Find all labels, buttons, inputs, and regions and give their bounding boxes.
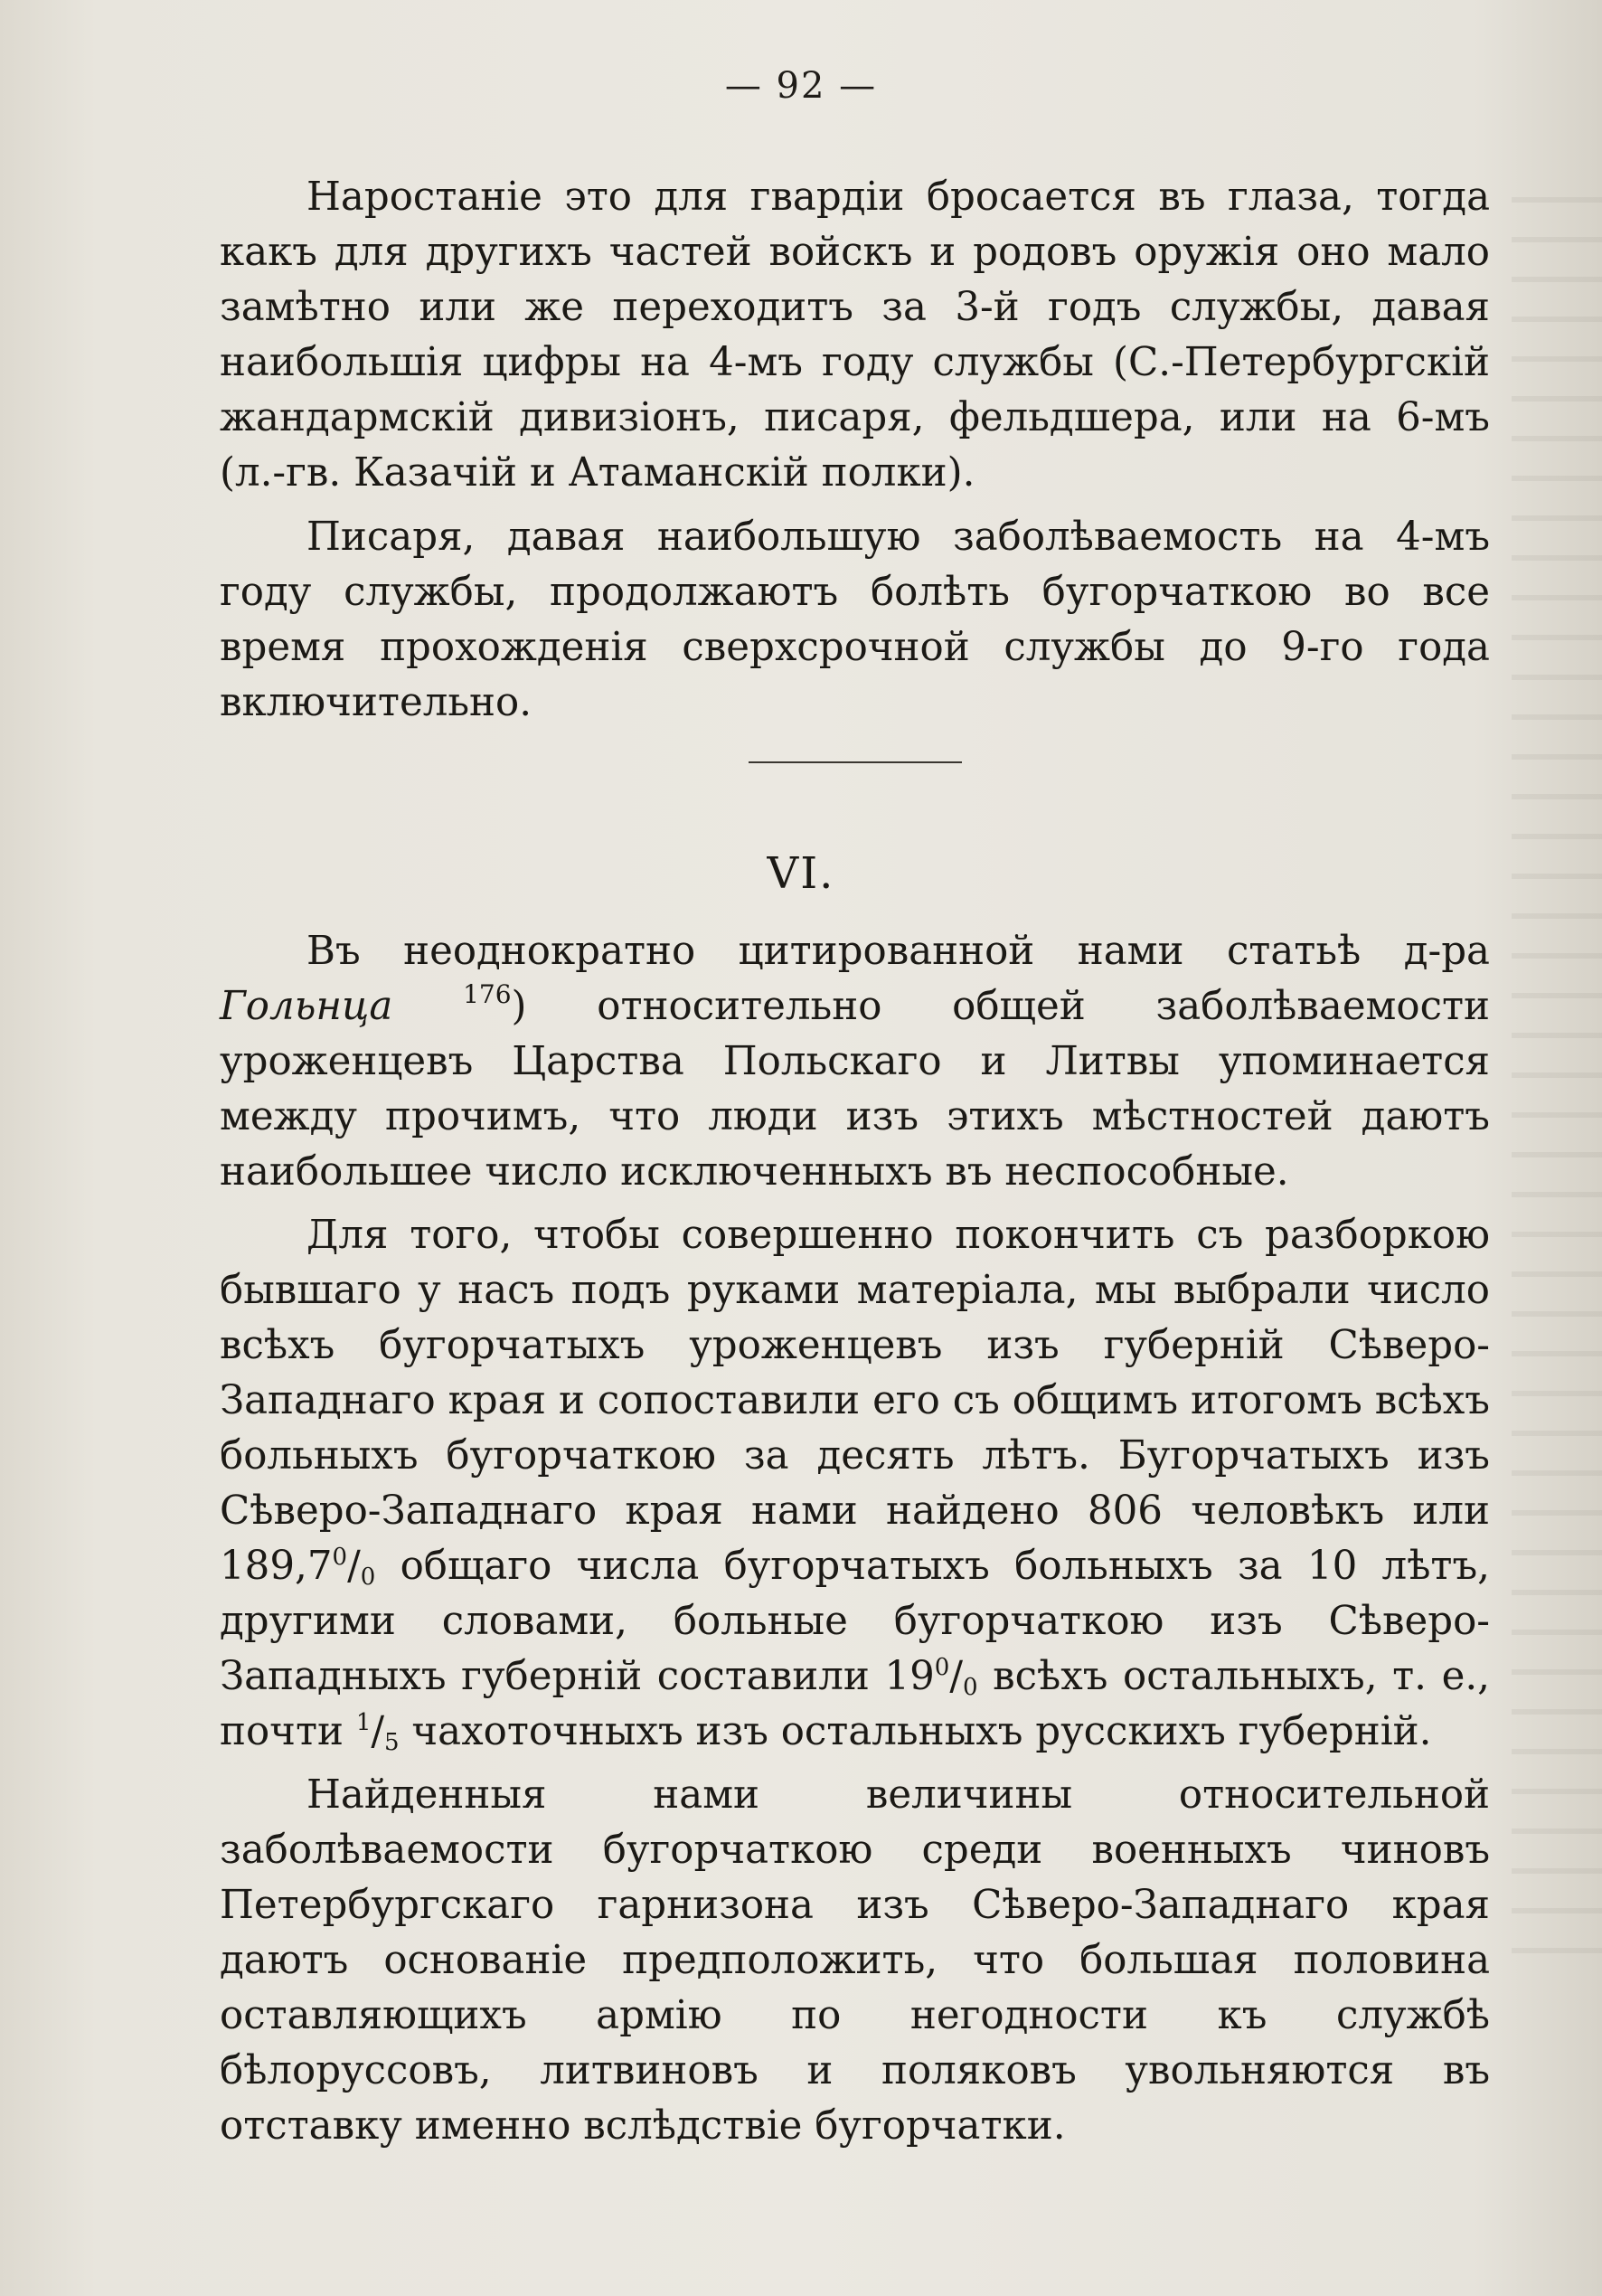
percent-sign-bottom: 0 — [360, 1564, 376, 1591]
fraction-numerator: 1 — [355, 1709, 372, 1736]
footnote-reference: 176 — [463, 979, 512, 1009]
para1-after: ) относительно общей заболѣваемости уроженцевъ Царства Польскаго и Литвы упоминается между прочимъ, что люди изъ этихъ мѣстностей даютъ наибольшее число исключенныхъ въ неспособные. — [220, 984, 1491, 1195]
section-heading: VI. — [767, 848, 835, 899]
para1-before: Въ неоднократно цитированной нами статьѣ д-ра — [306, 929, 1490, 974]
page-number: — 92 — — [724, 65, 878, 107]
section-divider — [749, 761, 962, 763]
bleed-through-shadow — [1512, 163, 1602, 1971]
para2-part1: Для того, чтобы совершенно покончить съ разборкою бывшаго у насъ подъ руками матеріала, мы выбрали число всѣхъ бугорчатыхъ уроженцевъ изъ губерній Сѣверо-Западнаго края и сопоставили его съ общимъ итогомъ всѣхъ больныхъ бугорчаткою за десять лѣтъ. Бугорчатыхъ изъ Сѣверо-Западнаго края нами найдено 806 человѣкъ или 189,7 — [220, 1213, 1490, 1589]
top-text-block — [220, 170, 1490, 731]
percent-sign-bottom: 0 — [962, 1674, 978, 1701]
paragraph-conclusion: Найденныя нами величины относительной заболѣваемости бугорчаткою среди военныхъ чиновъ Петербургскаго гарнизона изъ Сѣверо-Западнаго края даютъ основаніе предположить, что большая половина оставляющихъ армію по негодности къ службѣ бѣлоруссовъ, литвиновъ и поляковъ увольняются въ отставку именно вслѣдствіе бугорчатки. — [220, 1772, 1490, 2149]
percent-sign-top: 0 — [934, 1654, 950, 1681]
paragraph-golnts-article — [220, 924, 1490, 1200]
fraction-denominator: 5 — [384, 1729, 400, 1756]
percent-sign-top: 0 — [332, 1544, 348, 1571]
para2-part3: всѣхъ остальныхъ, т. е., почти — [220, 1654, 1490, 1754]
fraction-one-fifth: $^1/_5$ — [355, 1709, 400, 1756]
paragraph-northwest-statistics: Для того, чтобы совершенно покончить съ разборкою бывшаго у насъ подъ руками матеріала, мы выбрали число всѣхъ бугорчатыхъ уроженцевъ изъ губерній Сѣверо-Западнаго края и сопоставили его съ общимъ итогомъ всѣхъ больныхъ бугорчаткою за десять лѣтъ. Бугорчатыхъ изъ Сѣверо-Западнаго края нами найдено 806 человѣкъ или $189,7^0/_0$ общаго числа бугорчатыхъ больныхъ за 10 лѣтъ, другими словами, больные бугорчаткою изъ Сѣверо-Западныхъ губерній составили $19^0/_0$ всѣхъ остальныхъ, т. е., почти $^1/_5$ чахоточныхъ изъ остальныхъ русскихъ губерній. — [220, 1213, 1490, 1756]
paragraph-growth-guard: Наростаніе это для гвардіи бросается въ глаза, тогда какъ для другихъ частей войскъ и родовъ оружія оно мало замѣтно или же переходитъ за 3-й годъ службы, давая наибольшія цифры на 4-мъ году службы (С.-Петербургскій жандармскій дивизіонъ, писаря, фельдшера, или на 6-мъ (л.-гв. Казачій и Атаманскій полки). — [220, 175, 1490, 496]
author-name: Гольнца — [220, 984, 393, 1029]
section-vi-text-block — [220, 924, 1490, 2154]
para2-part2: общаго числа бугорчатыхъ больныхъ за 10 лѣтъ, другими словами, больные бугорчаткою изъ Сѣверо-Западныхъ губерній составили 19 — [220, 1544, 1490, 1699]
paragraph-clerks: Писаря, давая наибольшую заболѣваемость на 4-мъ году службы, продолжаютъ болѣть бугорчаткою во все время прохожденія сверхсрочной службы до 9-го года включительно. — [220, 515, 1490, 725]
para2-part4: чахоточныхъ изъ остальныхъ русскихъ губерній. — [399, 1709, 1432, 1754]
